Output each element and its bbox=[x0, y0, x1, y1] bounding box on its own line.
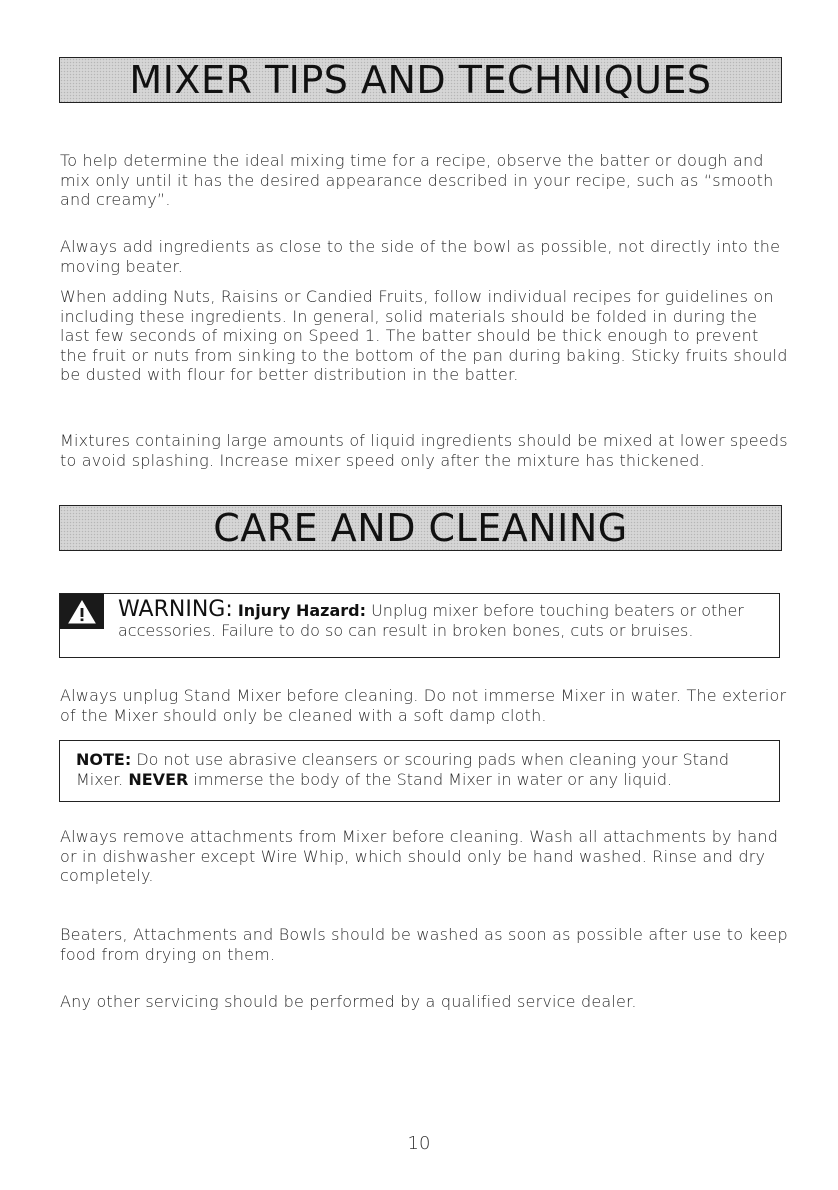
warning-label: WARNING: bbox=[118, 597, 233, 622]
paragraph-text: Always add ingredients as close to the side of the bowl as possible, not directly into the moving beater. bbox=[60, 237, 781, 276]
paragraph-text: Any other servicing should be performed by a qualified service dealer. bbox=[60, 992, 637, 1011]
warning-hazard-label: Injury Hazard: bbox=[237, 601, 366, 620]
note-text-2: immerse the body of the Stand Mixer in water or any liquid. bbox=[193, 770, 673, 789]
paragraph-text: To help determine the ideal mixing time for a recipe, observe the batter or dough and mix only until it has the desired appearance described in your recipe, such as “smooth and creamy”. bbox=[60, 151, 774, 209]
paragraph bbox=[60, 151, 790, 210]
note-box bbox=[59, 740, 780, 802]
section-title: MIXER TIPS AND TECHNIQUES bbox=[129, 58, 712, 102]
paragraph bbox=[60, 925, 790, 964]
warning-line-1: Unplug mixer before touching beaters or other bbox=[371, 601, 744, 620]
paragraph-text: Always unplug Stand Mixer before cleaning. Do not immerse Mixer in water. The exterior of the Mixer should only be cleaned with a soft damp cloth. bbox=[60, 686, 787, 725]
warning-line-2: accessories. Failure to do so can result in broken bones, cuts or bruises. bbox=[118, 621, 694, 640]
warning-text bbox=[118, 597, 778, 641]
note-label: NOTE: bbox=[76, 750, 132, 769]
paragraph-text: Always remove attachments from Mixer before cleaning. Wash all attachments by hand or in dishwasher except Wire Whip, which should only be hand washed. Rinse and dry completely. bbox=[60, 827, 779, 885]
section-title: CARE AND CLEANING bbox=[213, 506, 628, 550]
warning-box bbox=[59, 593, 780, 658]
note-text-1: Do not use abrasive cleansers or scouring pads when cleaning your Stand Mixer. bbox=[76, 750, 730, 789]
paragraph-text: Mixtures containing large amounts of liquid ingredients should be mixed at lower speeds to avoid splashing. Increase mixer speed only after the mixture has thickened. bbox=[60, 431, 788, 470]
paragraph bbox=[60, 992, 790, 1012]
paragraph-text: Beaters, Attachments and Bowls should be washed as soon as possible after use to keep food from drying on them. bbox=[60, 925, 788, 964]
paragraph bbox=[60, 287, 790, 385]
paragraph bbox=[60, 686, 790, 725]
warning-triangle-icon bbox=[60, 594, 104, 629]
note-never: NEVER bbox=[128, 770, 189, 789]
section-banner-mixer-tips bbox=[59, 57, 782, 103]
paragraph-text: When adding Nuts, Raisins or Candied Fruits, follow individual recipes for guidelines on including these ingredients. In general, solid materials should be folded in during the last few seconds of mixing on Speed 1. The batter should be thick enough to prevent the fruit or nuts from sinking to the bottom of the pan during baking. Sticky fruits should be dusted with flour for better distribution in the batter. bbox=[60, 287, 788, 384]
paragraph bbox=[60, 827, 790, 886]
page-number: 10 bbox=[407, 1133, 431, 1154]
section-banner-care-cleaning bbox=[59, 505, 782, 551]
paragraph bbox=[60, 431, 790, 470]
paragraph bbox=[60, 237, 790, 276]
